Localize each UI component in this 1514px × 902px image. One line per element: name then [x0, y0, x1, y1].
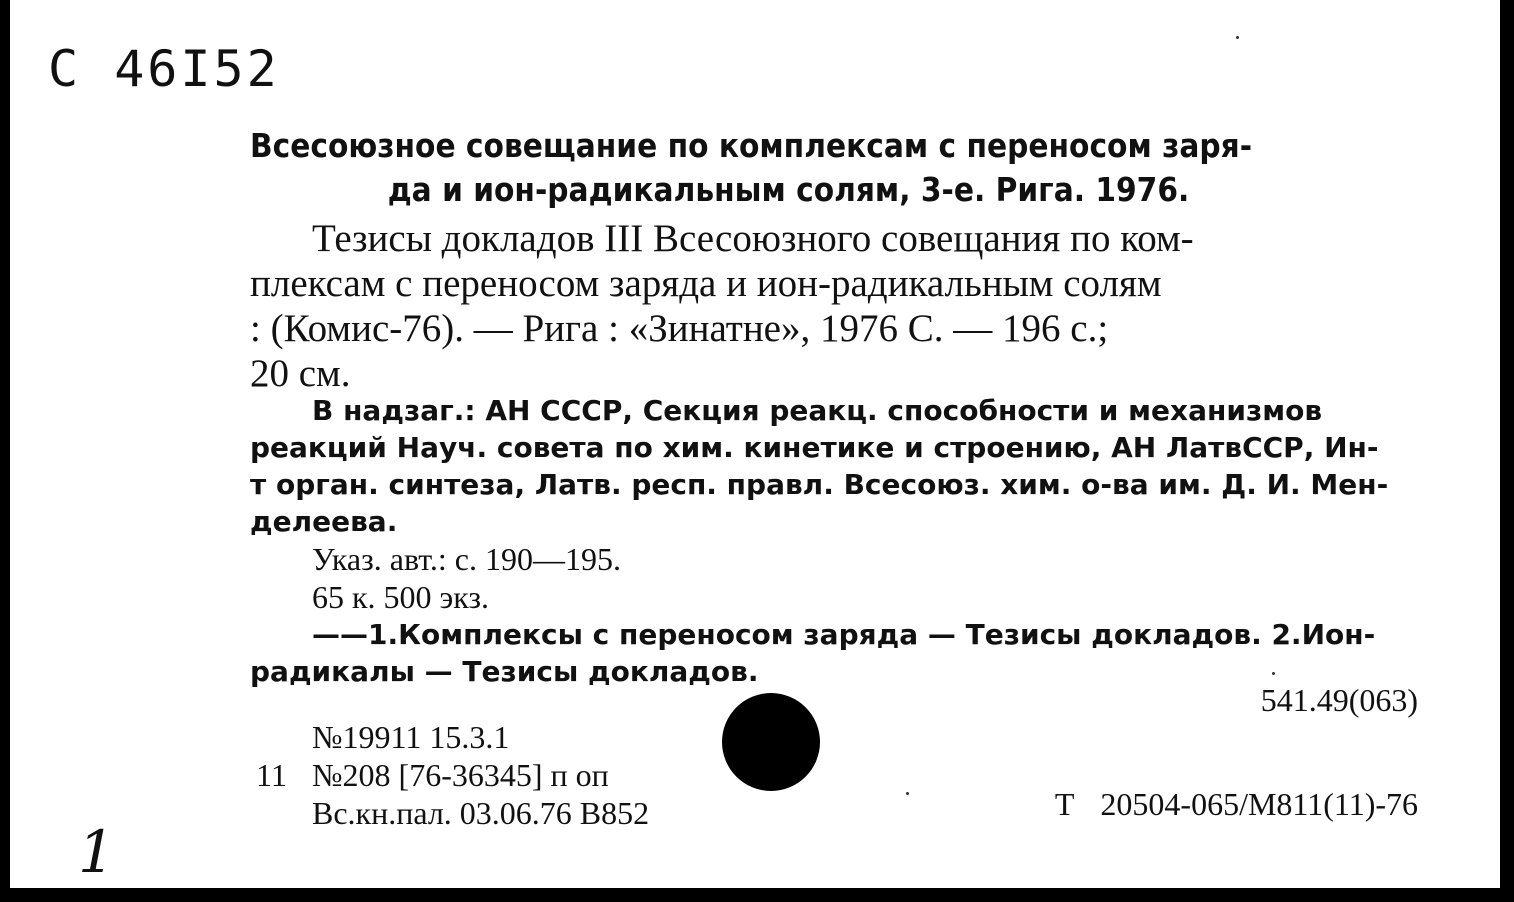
call-number: С 46I52 [48, 40, 280, 98]
notes-block [250, 392, 1426, 690]
accession-number: 11 [256, 757, 287, 793]
handwritten-mark: 1 [78, 818, 115, 886]
accession-line-1: №19911 15.3.1 [312, 719, 510, 755]
note-line-1: В надзаг.: АН СССР, Секция реакц. способности и механизмов [312, 394, 1323, 427]
price-code-letter: Т [1054, 786, 1075, 822]
title-line-2: плексам с переносом заряда и ион-радикальным солям [250, 262, 1162, 305]
accession-line-2 [256, 756, 649, 794]
subject-line-2: радикалы — Тезисы докладов. [250, 655, 759, 688]
accession-line-3: Вс.кн.пал. 03.06.76 В852 [312, 795, 650, 831]
scan-border-right [1500, 0, 1514, 902]
title-line-4: 20 см. [250, 352, 351, 395]
title-block [250, 216, 1426, 396]
price-code [1055, 786, 1418, 823]
title-line-1: Тезисы докладов III Всесоюзного совещания по ком- [312, 217, 1194, 260]
dust-speck [1236, 36, 1239, 39]
subject-line-1: ——1.Комплексы с переносом заряда — Тезисы докладов. 2.Ион- [312, 618, 1376, 651]
title-line-3: : (Комис-76). — Рига : «Зинатне», 1976 С. — 196 с.; [250, 307, 1109, 350]
udc-code: 541.49(063) [1260, 682, 1418, 718]
accession-line-2-text: №208 [76-36345] п оп [312, 757, 609, 793]
author-index: Указ. авт.: с. 190—195. [312, 541, 621, 577]
scan-border-bottom [0, 888, 1514, 902]
dust-speck [906, 792, 909, 795]
heading-line-2: да и ион-радикальным солям, 3-е. Рига. 1976. [387, 170, 1190, 209]
note-line-4: делеева. [250, 505, 398, 538]
note-line-2: реакций Науч. совета по хим. кинетике и строению, АН ЛатвССР, Ин- [250, 431, 1379, 464]
price-and-run: 65 к. 500 экз. [312, 579, 490, 615]
heading-line-1: Всесоюзное совещание по комплексам с переносом заря- [250, 126, 1253, 165]
note-line-3: т орган. синтеза, Латв. респ. правл. Всесоюз. хим. о-ва им. Д. И. Мен- [250, 468, 1389, 501]
dust-speck [1272, 672, 1275, 675]
price-code-value: 20504-065/М811(11)-76 [1100, 786, 1418, 822]
punch-hole [722, 693, 820, 791]
card-heading [250, 124, 1425, 212]
accession-block [256, 718, 649, 832]
catalog-card [10, 0, 1500, 888]
